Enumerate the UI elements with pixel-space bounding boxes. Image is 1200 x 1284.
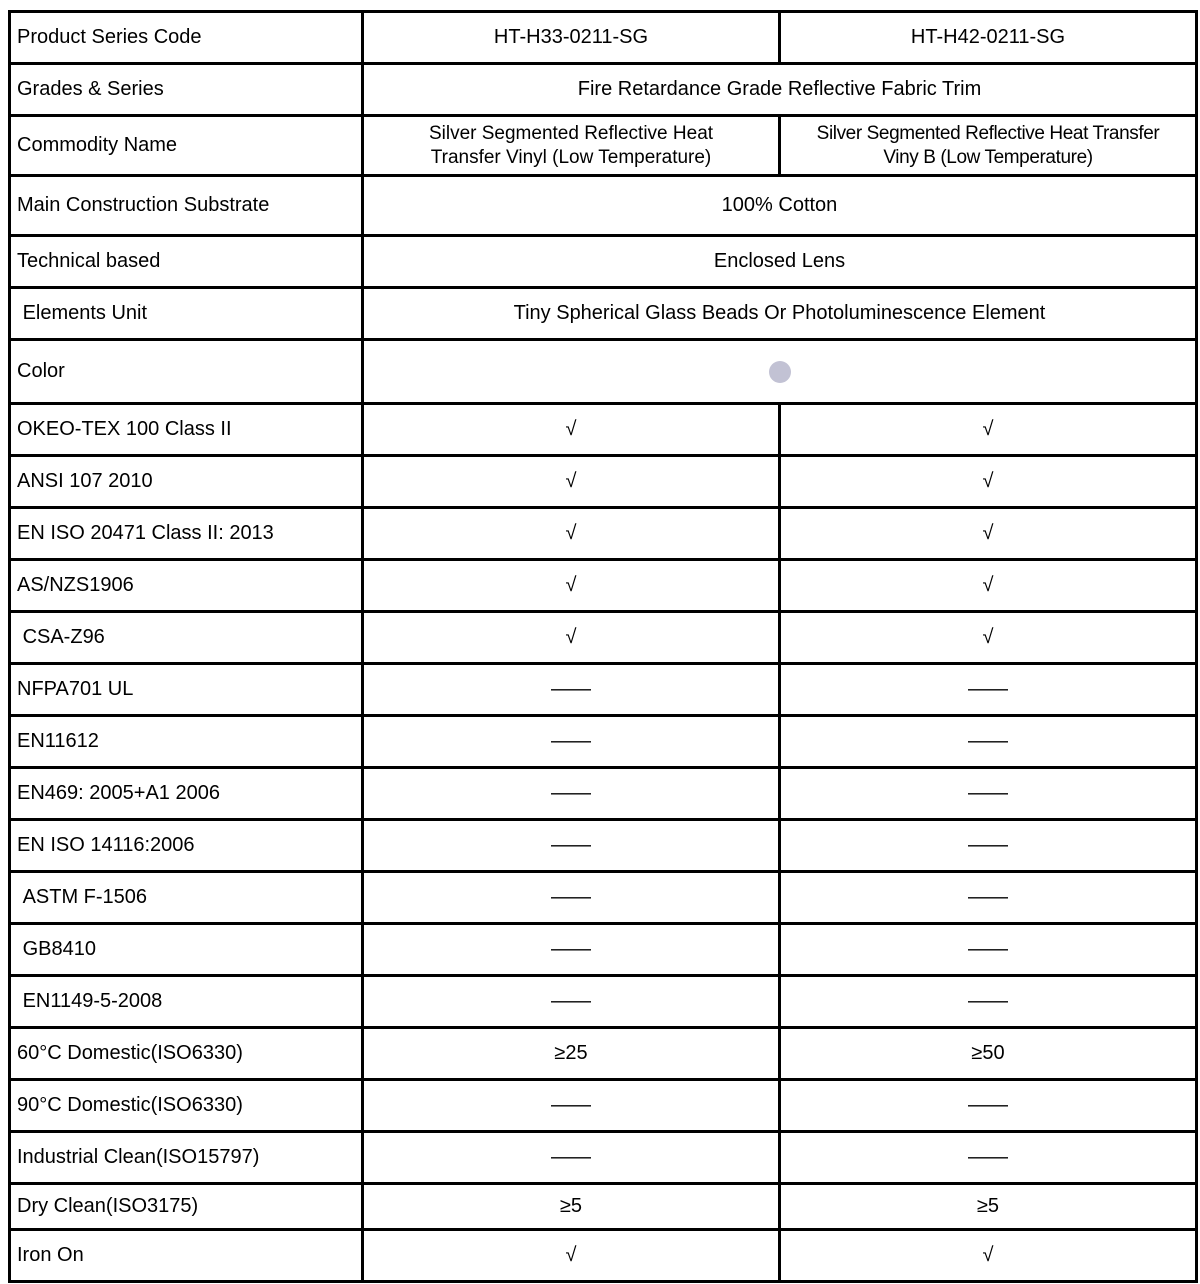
value-cell-left: HT-H33-0211-SG (363, 12, 780, 64)
table-row (10, 1080, 1197, 1132)
value-cell-left: √ (363, 1230, 780, 1282)
value-cell-left (363, 116, 780, 176)
color-swatch-cell (363, 340, 1197, 404)
row-label: Iron On (10, 1230, 363, 1282)
table-row (10, 1184, 1197, 1230)
row-label: EN ISO 14116:2006 (10, 820, 363, 872)
row-label: Color (10, 340, 363, 404)
row-label: NFPA701 UL (10, 664, 363, 716)
value-cell-right: —— (780, 1132, 1197, 1184)
table-row (10, 288, 1197, 340)
value-cell-left: —— (363, 924, 780, 976)
value-cell-right: —— (780, 664, 1197, 716)
row-label: EN1149-5-2008 (10, 976, 363, 1028)
row-label: Technical based (10, 236, 363, 288)
commodity-line: Transfer Vinyl (Low Temperature) (430, 146, 712, 168)
row-label: OKEO-TEX 100 Class II (10, 404, 363, 456)
table-row (10, 612, 1197, 664)
table-row (10, 456, 1197, 508)
commodity-line: Silver Segmented Reflective Heat (428, 122, 714, 144)
table-row (10, 768, 1197, 820)
table-row (10, 1132, 1197, 1184)
table-row (10, 716, 1197, 768)
table-row (10, 404, 1197, 456)
table-row (10, 1230, 1197, 1282)
commodity-line: Silver Segmented Reflective Heat Transfer (816, 122, 1160, 144)
row-label: AS/NZS1906 (10, 560, 363, 612)
row-label: 90°C Domestic(ISO6330) (10, 1080, 363, 1132)
value-cell-left: √ (363, 508, 780, 560)
table-row (10, 116, 1197, 176)
value-cell-left: √ (363, 456, 780, 508)
value-cell-right: HT-H42-0211-SG (780, 12, 1197, 64)
table-row (10, 872, 1197, 924)
table-row (10, 1028, 1197, 1080)
value-cell-left: —— (363, 976, 780, 1028)
row-label: EN469: 2005+A1 2006 (10, 768, 363, 820)
value-cell-left: —— (363, 820, 780, 872)
row-label: Commodity Name (10, 116, 363, 176)
row-label: Dry Clean(ISO3175) (10, 1184, 363, 1230)
value-cell-left: —— (363, 872, 780, 924)
merged-value-cell: Tiny Spherical Glass Beads Or Photoluminescence Element (363, 288, 1197, 340)
table-row (10, 236, 1197, 288)
value-cell-right: ≥5 (780, 1184, 1197, 1230)
value-cell-left: √ (363, 612, 780, 664)
table-row (10, 820, 1197, 872)
merged-value-cell: Fire Retardance Grade Reflective Fabric Trim (363, 64, 1197, 116)
color-swatch-dot (769, 361, 791, 383)
value-cell-right: —— (780, 768, 1197, 820)
value-cell-left: —— (363, 1132, 780, 1184)
value-cell-left: —— (363, 716, 780, 768)
row-label: Product Series Code (10, 12, 363, 64)
value-cell-right (780, 116, 1197, 176)
value-cell-left: —— (363, 768, 780, 820)
value-cell-left: —— (363, 664, 780, 716)
value-cell-right: —— (780, 820, 1197, 872)
table-row (10, 340, 1197, 404)
row-label: GB8410 (10, 924, 363, 976)
value-cell-left: ≥25 (363, 1028, 780, 1080)
value-cell-left: —— (363, 1080, 780, 1132)
value-cell-right: —— (780, 924, 1197, 976)
value-cell-right: —— (780, 976, 1197, 1028)
table-row (10, 508, 1197, 560)
row-label: Grades & Series (10, 64, 363, 116)
row-label: 60°C Domestic(ISO6330) (10, 1028, 363, 1080)
value-cell-right: √ (780, 612, 1197, 664)
row-label: Elements Unit (10, 288, 363, 340)
value-cell-right: —— (780, 716, 1197, 768)
row-label: Main Construction Substrate (10, 176, 363, 236)
value-cell-left: √ (363, 560, 780, 612)
value-cell-right: √ (780, 456, 1197, 508)
table-row (10, 176, 1197, 236)
value-cell-right: √ (780, 560, 1197, 612)
value-cell-right: √ (780, 404, 1197, 456)
row-label: ANSI 107 2010 (10, 456, 363, 508)
row-label: Industrial Clean(ISO15797) (10, 1132, 363, 1184)
value-cell-right: —— (780, 1080, 1197, 1132)
merged-value-cell: 100% Cotton (363, 176, 1197, 236)
value-cell-left: ≥5 (363, 1184, 780, 1230)
row-label: CSA-Z96 (10, 612, 363, 664)
row-label: ASTM F-1506 (10, 872, 363, 924)
value-cell-right: √ (780, 508, 1197, 560)
table-row (10, 924, 1197, 976)
value-cell-left: √ (363, 404, 780, 456)
table-row (10, 976, 1197, 1028)
value-cell-right: ≥50 (780, 1028, 1197, 1080)
table-row (10, 12, 1197, 64)
table-row (10, 664, 1197, 716)
value-cell-right: —— (780, 872, 1197, 924)
row-label: EN ISO 20471 Class II: 2013 (10, 508, 363, 560)
value-cell-right: √ (780, 1230, 1197, 1282)
table-row (10, 560, 1197, 612)
row-label: EN11612 (10, 716, 363, 768)
product-spec-table (8, 10, 1198, 1283)
table-row (10, 64, 1197, 116)
commodity-line: Viny B (Low Temperature) (883, 146, 1093, 168)
merged-value-cell: Enclosed Lens (363, 236, 1197, 288)
